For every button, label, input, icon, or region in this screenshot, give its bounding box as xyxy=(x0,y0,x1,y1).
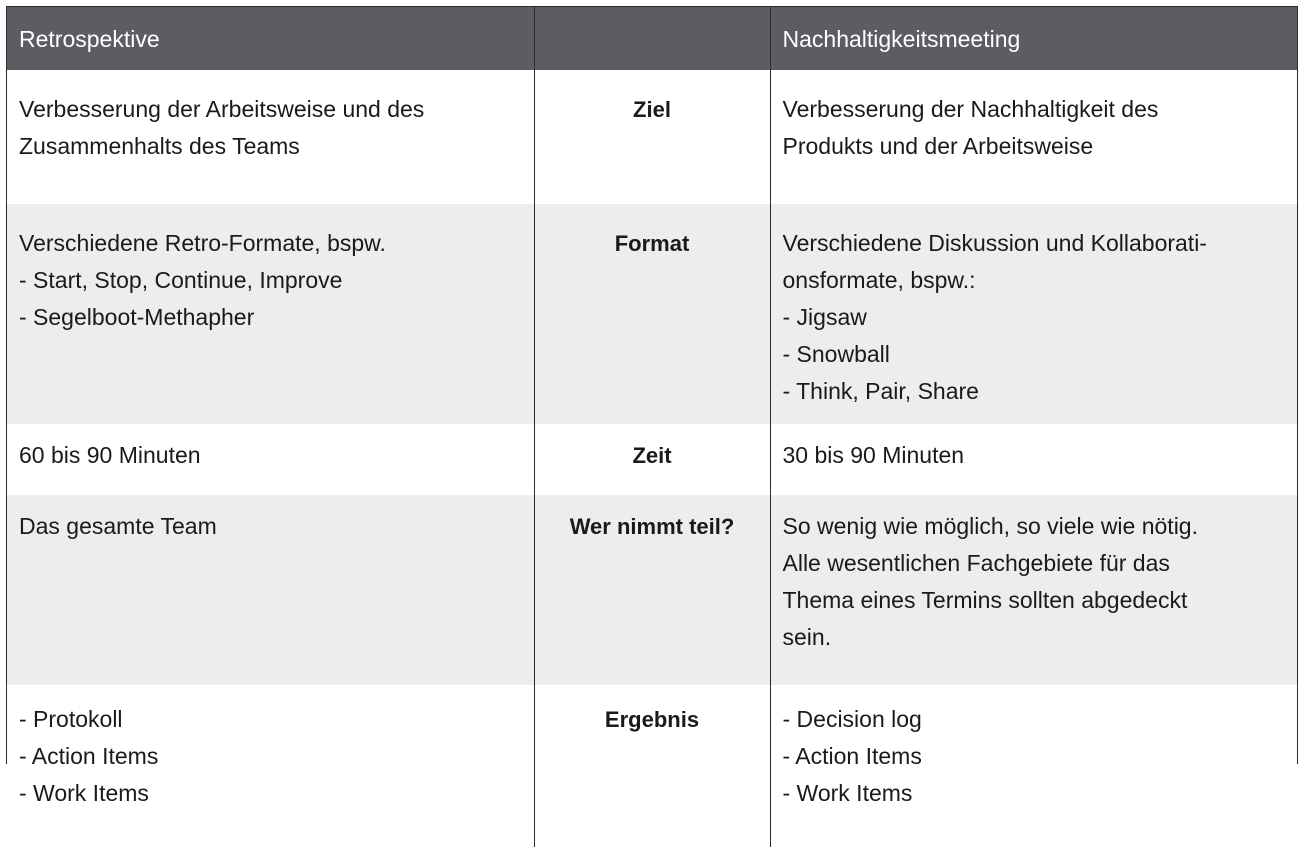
cell-nachhaltigkeit-format xyxy=(770,204,1297,424)
row-wer-nimmt-teil xyxy=(7,495,1297,685)
cell-retro-zeit xyxy=(7,424,534,495)
cell-line: - Decision log xyxy=(782,706,922,732)
row-ergebnis xyxy=(7,685,1297,847)
row-ziel xyxy=(7,70,1297,204)
cell-line: So wenig wie möglich, so viele wie nötig. xyxy=(782,513,1198,539)
row-label-format: Format xyxy=(534,204,770,424)
header-nachhaltigkeitsmeeting: Nachhaltigkeitsmeeting xyxy=(770,7,1297,70)
cell-retro-teilnehmer xyxy=(7,495,534,685)
row-label-ziel: Ziel xyxy=(534,70,770,204)
cell-line: - Think, Pair, Share xyxy=(782,378,979,404)
cell-line: Thema eines Termins sollten abgedeckt xyxy=(782,587,1188,613)
header-label-column xyxy=(534,7,770,70)
cell-line: - Snowball xyxy=(782,341,890,367)
cell-line: - Segelboot-Methapher xyxy=(19,304,255,330)
cell-retro-ergebnis xyxy=(7,685,534,847)
cell-nachhaltigkeit-zeit xyxy=(770,424,1297,495)
cell-line: 60 bis 90 Minuten xyxy=(19,442,201,468)
cell-line: sein. xyxy=(782,624,832,650)
cell-nachhaltigkeit-teilnehmer xyxy=(770,495,1297,685)
cell-nachhaltigkeit-ergebnis xyxy=(770,685,1297,847)
comparison-table xyxy=(6,6,1298,806)
cell-line: - Action Items xyxy=(19,743,159,769)
row-label-wer-nimmt-teil: Wer nimmt teil? xyxy=(534,495,770,685)
cell-line: - Start, Stop, Continue, Improve xyxy=(19,267,343,293)
header-retrospektive: Retrospektive xyxy=(7,7,534,70)
cell-line: Verschiedene Diskussion und Kollaborati- xyxy=(782,230,1207,256)
cell-line: - Work Items xyxy=(782,780,913,806)
cell-line: Das gesamte Team xyxy=(19,513,217,539)
row-format xyxy=(7,204,1297,424)
header-row xyxy=(7,7,1297,70)
cell-retro-ziel xyxy=(7,70,534,204)
cell-line: - Protokoll xyxy=(19,706,123,732)
cell-line: Verbesserung der Arbeitsweise und des xyxy=(19,96,425,122)
cell-line: onsformate, bspw.: xyxy=(782,267,976,293)
cell-line: Produkts und der Arbeitsweise xyxy=(782,133,1094,159)
row-zeit xyxy=(7,424,1297,495)
cell-line: Zusammenhalts des Teams xyxy=(19,133,300,159)
cell-nachhaltigkeit-ziel xyxy=(770,70,1297,204)
cell-line: Verschiedene Retro-Formate, bspw. xyxy=(19,230,386,256)
cell-line: Alle wesentlichen Fachgebiete für das xyxy=(782,550,1170,576)
cell-line: - Work Items xyxy=(19,780,149,806)
cell-retro-format xyxy=(7,204,534,424)
cell-line: - Jigsaw xyxy=(782,304,867,330)
cell-line: 30 bis 90 Minuten xyxy=(782,442,965,468)
row-label-zeit: Zeit xyxy=(534,424,770,495)
comparison-table-grid xyxy=(7,7,1297,847)
cell-line: Verbesserung der Nachhaltigkeit des xyxy=(782,96,1159,122)
row-label-ergebnis: Ergebnis xyxy=(534,685,770,847)
cell-line: - Action Items xyxy=(782,743,922,769)
